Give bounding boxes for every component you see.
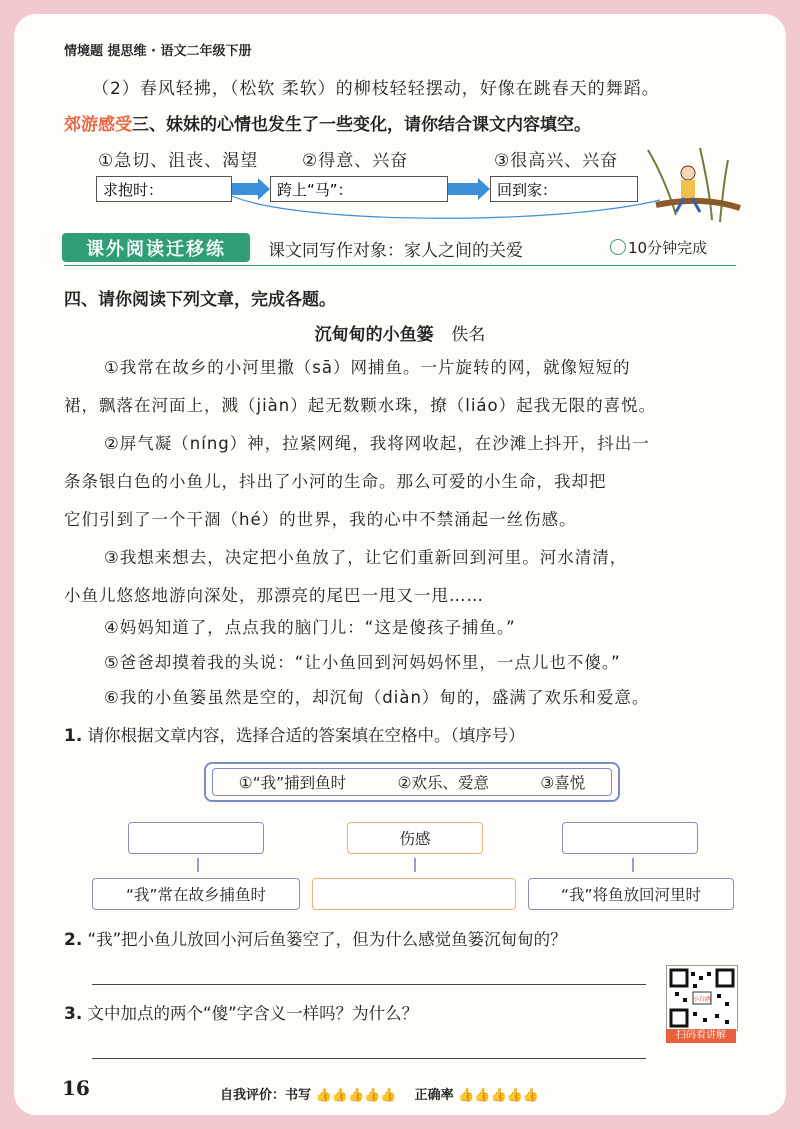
question-2-line: （2）春风轻拂，（松软 柔软）的柳枝轻轻摆动，好像在跳春天的舞蹈。 [92, 79, 660, 99]
q1-bottom-left [92, 878, 300, 910]
arrow-right-icon [448, 178, 490, 200]
qr-brand: 小白鸥 [692, 996, 712, 1003]
qr-code[interactable] [666, 965, 738, 1031]
thumb-icon[interactable]: 👍 [490, 1088, 507, 1103]
banner-divider [64, 265, 736, 266]
q1-bottom-right-text: “我”将鱼放回河里时 [560, 886, 702, 904]
section-3-text: 三、妹妹的心情也发生了一些变化，请你结合课文内容填空。 [132, 115, 591, 135]
arrow-up-icon [414, 858, 416, 872]
page-number: 16 [62, 1076, 90, 1100]
article-p2c: 它们引到了一个干涸（hé）的世界，我的心中不禁涌起一丝伤感。 [64, 510, 577, 529]
q1-answer-box-left[interactable] [128, 822, 264, 854]
q1-option-2: ②欢乐、爱意 [397, 774, 489, 792]
banner-timer [610, 237, 707, 258]
article-p5: ⑤爸爸却摸着我的头说：“让小鱼回到河妈妈怀里，一点儿也不傻。” [104, 653, 621, 672]
clock-icon [610, 239, 626, 255]
thumb-icon[interactable]: 👍 [380, 1088, 397, 1103]
arrow-right-icon [232, 178, 270, 200]
article-author: 佚名 [451, 325, 486, 345]
self-eval-accuracy: 正确率 [414, 1088, 454, 1103]
answer-line-2[interactable] [92, 984, 646, 985]
question-1 [64, 722, 525, 746]
article-p4: ④妈妈知道了，点点我的脑门儿：“这是傻孩子捕鱼。” [104, 618, 516, 637]
section-4-heading: 四、请你阅读下列文章，完成各题。 [64, 290, 336, 310]
thumb-icon[interactable]: 👍 [522, 1088, 540, 1103]
arrow-up-icon [632, 858, 634, 872]
article-p1a: ①我常在故乡的小河里撒（sā）网捕鱼。一片旋转的网，就像短短的 [104, 358, 631, 377]
section-3-brand: 郊游感受 [64, 115, 132, 135]
article-p2b: 条条银白色的小鱼儿，抖出了小河的生命。那么可爱的小生命，我却把 [64, 472, 607, 491]
section-3-option-1: ①急切、沮丧、渴望 [98, 151, 259, 171]
girl-on-tree-illustration [648, 148, 740, 222]
question-2-number: 2. [64, 930, 83, 950]
q1-answer-box-right[interactable] [562, 822, 698, 854]
question-3-text: 文中加点的两个“傻”字含义一样吗？为什么？ [87, 1004, 419, 1023]
banner-timer-text: 10分钟完成 [628, 239, 708, 257]
q1-answer-box-middle [347, 822, 483, 854]
answer-line-3[interactable] [92, 1058, 646, 1059]
article-title-line [0, 320, 800, 345]
article-p1b: 裙，飘落在河面上，溅（jiàn）起无数颗水珠，撩（liáo）起我无限的喜悦。 [64, 396, 657, 415]
self-eval-label: 自我评价： [220, 1088, 286, 1103]
fill-box-2-label: 跨上“马”： [277, 181, 353, 199]
q1-bottom-left-text: “我”常在故乡捕鱼时 [125, 886, 267, 904]
q1-option-3: ③喜悦 [540, 774, 586, 792]
thumb-icon[interactable]: 👍 [474, 1088, 491, 1103]
self-eval [220, 1084, 539, 1103]
thumb-icon[interactable]: 👍 [364, 1088, 381, 1103]
qr-caption: 扫码看讲解 [666, 1029, 736, 1043]
thumb-icon[interactable]: 👍 [315, 1088, 332, 1103]
fill-box-3-label: 回到家： [497, 181, 558, 199]
article-title: 沉甸甸的小鱼篓 [314, 325, 434, 345]
flow-arrows [0, 0, 800, 240]
q1-options-inner [212, 768, 612, 796]
thumb-icon[interactable]: 👍 [458, 1088, 475, 1103]
arrow-up-icon [197, 858, 199, 872]
question-3 [64, 1000, 418, 1024]
thumb-icon[interactable]: 👍 [506, 1088, 523, 1103]
section-3-option-2: ②得意、兴奋 [302, 151, 409, 171]
article-p3b: 小鱼儿悠悠地游向深处，那漂亮的尾巴一甩又一甩…… [64, 586, 484, 605]
q1-option-1: ①“我”捕到鱼时 [238, 774, 347, 792]
article-p6: ⑥我的小鱼篓虽然是空的，却沉甸（diàn）甸的，盛满了欢乐和爱意。 [104, 688, 650, 707]
question-1-number: 1. [64, 726, 83, 746]
extra-reading-banner: 课外阅读迁移练 [62, 233, 250, 262]
question-2-text: “我”把小鱼儿放回小河后鱼篓空了，但为什么感觉鱼篓沉甸甸的？ [87, 930, 567, 949]
q1-bottom-right [528, 878, 734, 910]
article-p3a: ③我想来想去，决定把小鱼放了，让它们重新回到河里。河水清清， [104, 548, 628, 567]
thumb-icon[interactable]: 👍 [331, 1088, 348, 1103]
section-3-option-3: ③很高兴、兴奋 [494, 151, 619, 171]
fill-box-1-label: 求抱时： [103, 181, 164, 199]
thumb-icon[interactable]: 👍 [347, 1088, 365, 1103]
q1-middle-label: 伤感 [399, 830, 431, 848]
question-3-number: 3. [64, 1004, 83, 1024]
article-p2a: ②屏气凝（níng）神，拉紧网绳，我将网收起，在沙滩上抖开，抖出一 [104, 434, 650, 453]
q1-answer-box-bottom[interactable] [312, 878, 516, 910]
flow-curve [232, 196, 660, 218]
question-1-text: 请你根据文章内容，选择合适的答案填在空格中。（填序号） [87, 726, 525, 745]
q1-options-box [204, 762, 620, 802]
qr-code-image [667, 966, 737, 1030]
self-eval-writing: 书写 [285, 1088, 312, 1103]
question-2 [64, 926, 567, 950]
page-header: 情境题 提思维 · 语文二年级下册 [64, 44, 252, 59]
banner-theme: 课文同写作对象：家人之间的关爱 [268, 241, 523, 261]
